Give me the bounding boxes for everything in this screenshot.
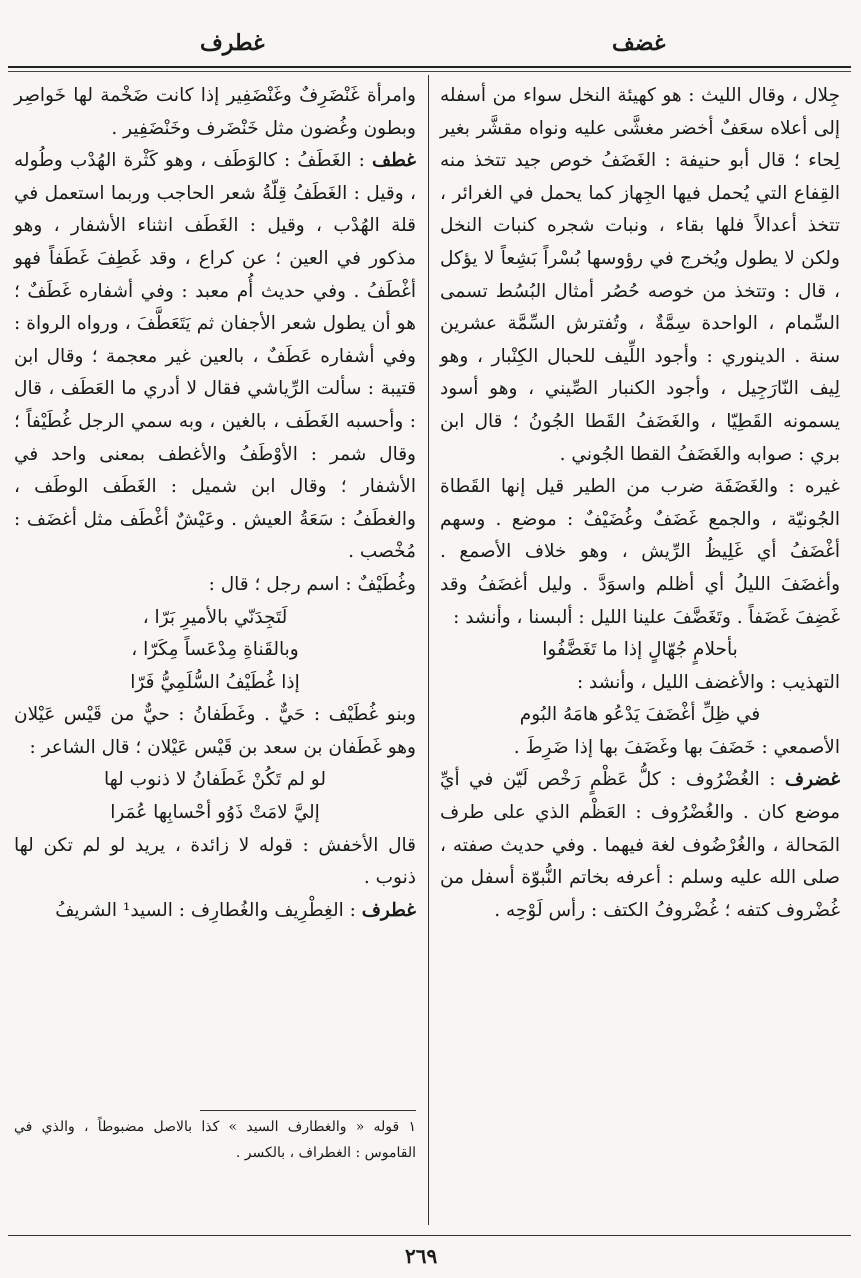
verse-line: في ظِلِّ أغْضَفَ يَدْعُو هامَهُ البُوم xyxy=(519,704,761,726)
paragraph: قال الأخفش : قوله لا زائدة ، يريد لو لم تكن لها ذنوب . xyxy=(14,834,416,889)
verse-line: لو لم تَكُنْ غَطَفانُ لا ذنوب لها xyxy=(103,769,327,791)
footnote: ١ قوله « والغطارف السيد » كذا بالاصل مضبوطاً ، والذي في القاموس : الغطراف ، بالكسر . xyxy=(14,1119,416,1161)
paragraph: وامرأة غَنْضَرِفٌ وغَنْضَفِير إذا كانت ضَخْمة لها خَواصِر وبطون وغُضون مثل خَنْضَرف وخَنْضَفِير . xyxy=(14,85,416,139)
guide-word-right: غضف xyxy=(612,30,666,56)
entry-headword: غطرف xyxy=(361,899,416,921)
column-divider xyxy=(428,75,429,1225)
paragraph: وبنو غُطَيْف : حَيٌّ . وغَطَفانُ : حيٌّ من قَيْس عَيْلان وهو غَطَفان بن سعد بن قَيْس عَيْلان ؛ قال الشاعر : xyxy=(14,704,416,758)
verse-line: إليَّ لامَتْ ذَوُو أحْسابِها عُمَرا xyxy=(110,802,320,824)
guide-word-left: غطرف xyxy=(200,30,265,56)
dictionary-entry: غضرف : الغُضْرُوف : كلُّ عَظْمٍ رَخْص لَيّن في أيِّ موضع كان . والغُضْرُوف : العَظْم الذي على طرف المَحالة ، والغُرْضُوف لغة فيهما . وفي حديث صفته ، صلى الله عليه وسلم : أعرفه بخاتم النُّبوّة أسفل من غُضْروف كتفه ؛ غُضْروفُ الكتف : رأس لَوْحِه . xyxy=(440,769,840,921)
verse-line: بأحلامٍ جُهّالٍ إذا ما تَغَضَّفُوا xyxy=(542,639,738,661)
footnote-rule xyxy=(200,1110,416,1111)
dictionary-entry: غطف : الغَطَفُ : كالوَطَف ، وهو كَثْرة الهُدْب وطُوله ، وقيل : الغَطَفُ قِلّةُ شعر الحاجب وربما استعمل في قلة الهُدْب ، وقيل : الغَطَف انثناء الأشفار ، وهو مذكور في العين ؛ عن كراع ، وقد غَطِفَ غَطَفاً فهو أغْطَفُ . وفي حديث أُم معبد : وفي أشفاره غَطَفٌ ؛ هو أن يطول شعر الأجفان ثم يَتَعَطَّفَ ، ورواه الرواة : وفي أشفاره عَطَفٌ ، بالعين غير معجمة ؛ وقال ابن قتيبة : سألت الرِّياشي فقال لا أدري ما العَطَف ، قال : وأحسبه الغَطَف ، بالغين ، وبه سمي الرجل غُطَيْفاً ؛ وقال شمر : الأوْطَفُ والأغطف بمعنى واحد في الأشفار ؛ وقال ابن شميل : الغَطَف الوطَف ، والغطَفُ : سَعَةُ العيش . وعَيْشٌ أغْطَف مثل أغضَف : مُخْصب . xyxy=(14,150,416,563)
entry-headword: غضرف xyxy=(784,769,840,791)
paragraph: الأصمعي : خَضَفَ بها وغَضَفَ بها إذا ضَرِطَ . xyxy=(513,736,840,758)
dictionary-entry: غطرف : الغِطْرِيف والغُطارِف : السيد¹ الشريفُ xyxy=(55,899,416,921)
page-number: ٢٦٩ xyxy=(405,1244,438,1268)
entry-text: الغَطَفُ : كالوَطَف ، وهو كَثْرة الهُدْب وطُوله ، وقيل : الغَطَفُ قِلّةُ شعر الحاجب وربما استعمل في قلة الهُدْب ، وقيل : الغَطَف انثناء الأشفار ، وهو مذكور في العين ؛ عن كراع ، وقد غَطِفَ غَطَفاً فهو أغْطَفُ . وفي حديث أُم معبد : وفي أشفاره غَطَفٌ ؛ هو أن يطول شعر الأجفان ثم يَتَعَطَّفَ ، ورواه الرواة : وفي أشفاره عَطَفٌ ، بالعين غير معجمة ؛ وقال ابن قتيبة : سألت الرِّياشي فقال لا أدري ما العَطَف ، قال : وأحسبه الغَطَف ، بالغين ، وبه سمي الرجل غُطَيْفاً ؛ وقال شمر : الأوْطَفُ والأغطف بمعنى واحد في الأشفار ؛ وقال ابن شميل : الغَطَف الوطَف ، والغطَفُ : سَعَةُ العيش . وعَيْشٌ أغْطَف مثل أغضَف : مُخْصب . xyxy=(14,150,416,563)
header-rule-thin xyxy=(8,71,851,72)
verse-line: إذا غُطَيْفُ السُّلَمِيُّ فَرّا xyxy=(130,671,300,693)
left-column xyxy=(14,80,416,927)
header-rule xyxy=(8,66,851,68)
right-column xyxy=(440,80,840,927)
entry-text: الغُضْرُوف : كلُّ عَظْمٍ رَخْص لَيّن في أيِّ موضع كان . والغُضْرُوف : العَظْم الذي على طرف المَحالة ، والغُرْضُوف لغة فيهما . وفي حديث صفته ، صلى الله عليه وسلم : أعرفه بخاتم النُّبوّة أسفل من غُضْروف كتفه ؛ غُضْروفُ الكتف : رأس لَوْحِه . xyxy=(440,769,840,921)
entry-text: الغِطْرِيف والغُطارِف : السيد¹ الشريفُ xyxy=(55,899,344,921)
paragraph: غيره : والغَضَفَة ضرب من الطير قيل إنها القَطاة الجُونيّة ، والجمع غَضَفٌ وغُضَيْفٌ : موضع . وسهم أغْضَفُ أي غَلِيظُ الرِّيش ، وهو خلاف الأصمع . وأغضَفَ الليلُ أي أظلم واسوَدَّ . وليل أغضَفُ وقد غَضِفَ غَضَفاً . وتَغَضَّفَ علينا الليل : ألبسنا ، وأنشد : xyxy=(440,476,840,628)
paragraph: التهذيب : والأغضف الليل ، وأنشد : xyxy=(576,671,840,693)
paragraph: وغُطَيْفٌ : اسم رجل ؛ قال : xyxy=(208,573,416,595)
footer-rule xyxy=(8,1235,851,1236)
verse-line: لَتَجِدَنّي بالأميرِ بَرّا ، xyxy=(142,606,288,628)
verse-line: وبالقَناةِ مِدْعَساً مِكَرّا ، xyxy=(131,639,299,661)
paragraph: جِلال ، وقال الليث : هو كهيئة النخل سواء من أسفله إلى أعلاه سعَفٌ أخضر مغشَّى عليه ونواه مقشَّر بغير لِحاء ؛ قال أبو حنيفة : الغَضَفُ خوص جيد تتخذ منه القِفاع التي يُحمل فيها الجِهاز كما يحمل في الغرائر ، تتخذ أعدالاً فلها بقاء ، ونبات شجره كنبات النخل ولكن لا يطول ويُخرج في رؤوسها بُسْراً بَشِعاً لا يؤكل ، قال : وتتخذ من خوصه حُصُر أمثال البُسُط تسمى السِّمام ، الواحدة سِمَّةٌ ، وتُفترش السِّمَّة عشرين سنة . الدينوري : وأجود اللِّيف للحبال الكِنْبار ، وهو لِيف النّارَجِيل ، وأجود الكنبار الصِّيني ، وهو أسود يسمونه القَطِيّا ، والغَضَفُ القَطا الجُونُ ؛ قال ابن بري : صوابه والغَضَفُ القطا الجُوني . xyxy=(440,85,840,465)
entry-headword: غطف xyxy=(371,150,416,172)
